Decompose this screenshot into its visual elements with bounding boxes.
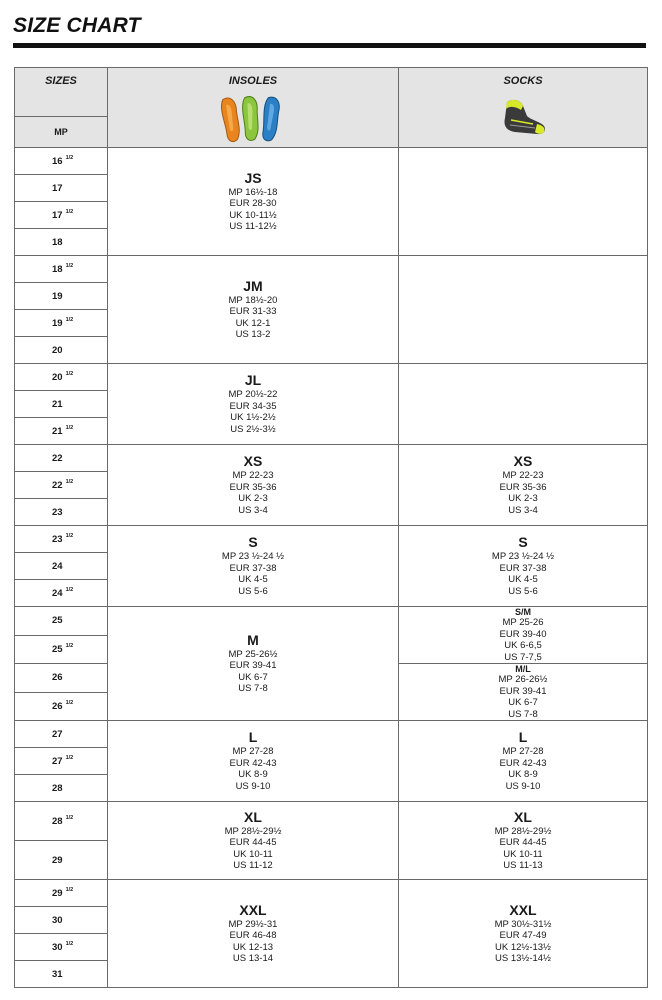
mp-size-cell [15, 148, 108, 175]
mp-size-number: 27 [52, 755, 63, 767]
mp-size-cell [15, 961, 108, 988]
table-row [15, 802, 648, 841]
insole-size-block [108, 880, 399, 988]
size-code: S [518, 534, 528, 550]
size-code: M/L [515, 664, 531, 674]
size-conversion-uk: UK 6-6,5 [504, 640, 542, 651]
half-size-mark: 1/2 [65, 208, 74, 215]
size-conversion-us: US 3-4 [508, 504, 538, 516]
mp-size-number: 27 [52, 728, 63, 740]
size-conversion-uk: UK 10-11 [503, 848, 543, 860]
insole-size-block [108, 445, 399, 526]
size-conversion-us: US 7-8 [508, 708, 538, 720]
size-conversion-us: US 3-4 [238, 504, 268, 516]
size-conversion-mp: MP 28½-29½ [224, 825, 282, 837]
size-conversion-uk: UK 4-5 [238, 574, 268, 585]
insoles-header: INSOLES [108, 68, 399, 148]
size-conversion-eur: EUR 39-41 [499, 685, 547, 697]
size-conversion-uk: UK 8-9 [238, 769, 268, 780]
size-conversion-us: US 13½-14½ [495, 953, 551, 964]
socks-header: SOCKS [399, 68, 648, 148]
size-conversion-mp: MP 20½-22 [228, 389, 278, 400]
size-conversion-us: US 13-2 [235, 329, 271, 340]
size-conversion-us: US 11-12 [233, 860, 273, 871]
sock-size-block [399, 664, 648, 721]
size-conversion-mp: MP 26-26½ [498, 674, 548, 685]
size-conversion-eur: EUR 31-33 [229, 306, 277, 317]
title-divider [13, 43, 646, 48]
half-size-mark: 1/2 [65, 424, 74, 431]
size-conversion-eur: EUR 44-45 [499, 837, 547, 848]
size-conversion-uk: UK 2-3 [238, 493, 268, 504]
size-conversion-eur: EUR 37-38 [229, 562, 277, 574]
mp-size-number: 22 [52, 479, 63, 491]
mp-size-number: 23 [52, 506, 63, 518]
sock-size-block [399, 607, 648, 664]
size-code: JL [244, 372, 262, 388]
sizes-header: SIZES [15, 68, 108, 117]
mp-size-cell [15, 418, 108, 445]
mp-size-number: 30 [52, 941, 63, 953]
size-code: XXL [509, 901, 537, 918]
mp-size-cell [15, 880, 108, 907]
size-conversion-mp: MP 25-26 [502, 617, 544, 628]
size-conversion-eur: EUR 28-30 [229, 198, 277, 209]
size-code: L [518, 729, 528, 745]
size-code: M [247, 631, 259, 648]
mp-size-number: 19 [52, 290, 63, 302]
size-conversion-eur: EUR 39-41 [229, 660, 277, 671]
size-code: XL [244, 808, 262, 825]
size-code: XS [243, 453, 263, 469]
half-size-mark: 1/2 [65, 262, 74, 269]
size-conversion-uk: UK 6-7 [238, 671, 268, 683]
half-size-mark: 1/2 [65, 642, 74, 649]
size-code: JM [243, 277, 263, 294]
mp-size-number: 21 [52, 425, 63, 437]
half-size-mark: 1/2 [65, 940, 74, 947]
mp-size-cell [15, 526, 108, 553]
size-conversion-eur: EUR 44-45 [229, 837, 277, 848]
size-conversion-eur: EUR 35-36 [229, 481, 277, 493]
mp-size-cell [15, 364, 108, 391]
size-conversion-eur: EUR 46-48 [229, 930, 277, 941]
sock-empty-block [399, 364, 648, 445]
size-conversion-uk: UK 12-13 [232, 941, 274, 953]
size-conversion-eur: EUR 34-35 [229, 400, 277, 412]
size-conversion-mp: MP 18½-20 [228, 294, 278, 306]
mp-size-number: 30 [52, 914, 63, 926]
mp-size-cell [15, 580, 108, 607]
size-conversion-mp: MP 23 ½-24 ½ [221, 551, 285, 562]
mp-size-cell [15, 445, 108, 472]
table-row [15, 364, 648, 391]
size-conversion-us: US 7-8 [238, 683, 268, 694]
mp-size-cell [15, 283, 108, 310]
mp-size-number: 18 [52, 263, 63, 275]
half-size-mark: 1/2 [65, 814, 74, 821]
half-size-mark: 1/2 [65, 532, 74, 539]
mp-size-cell [15, 802, 108, 841]
half-size-mark: 1/2 [65, 370, 74, 377]
size-code: XL [514, 808, 532, 825]
half-size-mark: 1/2 [65, 478, 74, 485]
mp-size-number: 24 [52, 587, 63, 599]
size-conversion-uk: UK 10-11 [233, 848, 273, 860]
mp-size-number: 17 [52, 209, 63, 221]
mp-size-cell [15, 748, 108, 775]
half-size-mark: 1/2 [65, 754, 74, 761]
mp-size-number: 16 [52, 155, 63, 167]
page-title: SIZE CHART [13, 14, 141, 37]
table-row [15, 445, 648, 472]
insole-size-block [108, 721, 399, 802]
mp-size-cell [15, 553, 108, 580]
size-conversion-us: US 9-10 [505, 780, 541, 792]
insoles-product-icon [218, 94, 288, 144]
mp-size-number: 28 [52, 815, 63, 827]
mp-size-number: 24 [52, 560, 63, 572]
insole-size-block [108, 802, 399, 880]
mp-size-number: 26 [52, 672, 63, 684]
size-conversion-mp: MP 27-28 [502, 746, 544, 757]
size-conversion-mp: MP 29½-31 [228, 918, 278, 930]
size-conversion-us: US 9-10 [235, 780, 271, 792]
mp-size-cell [15, 841, 108, 880]
size-conversion-uk: UK 4-5 [508, 574, 538, 585]
mp-size-number: 25 [52, 615, 63, 627]
size-conversion-uk: UK 8-9 [508, 769, 538, 780]
insole-size-block [108, 364, 399, 445]
size-conversion-uk: UK 1½-2½ [230, 412, 276, 423]
mp-size-number: 22 [52, 452, 63, 464]
mp-size-cell [15, 472, 108, 499]
mp-size-cell [15, 391, 108, 418]
size-conversion-uk: UK 10-11½ [229, 209, 277, 221]
mp-size-cell [15, 664, 108, 693]
mp-size-number: 29 [52, 887, 63, 899]
mp-size-number: 31 [52, 968, 63, 980]
size-chart-table [14, 67, 648, 988]
sock-size-block [399, 880, 648, 988]
size-conversion-uk: UK 6-7 [508, 697, 538, 708]
mp-size-cell [15, 337, 108, 364]
size-conversion-mp: MP 22-23 [232, 470, 274, 481]
half-size-mark: 1/2 [65, 316, 74, 323]
mp-size-cell [15, 607, 108, 636]
table-row [15, 880, 648, 907]
insole-size-block [108, 256, 399, 364]
size-conversion-us: US 5-6 [238, 585, 268, 597]
mp-size-number: 19 [52, 317, 63, 329]
size-code: S/M [514, 607, 531, 617]
mp-size-cell [15, 229, 108, 256]
mp-size-cell [15, 256, 108, 283]
table-row [15, 256, 648, 283]
half-size-mark: 1/2 [65, 154, 74, 161]
table-row [15, 721, 648, 748]
half-size-mark: 1/2 [65, 586, 74, 593]
sock-empty-block [399, 148, 648, 256]
size-conversion-mp: MP 23 ½-24 ½ [491, 551, 555, 562]
sock-product-icon [497, 94, 549, 138]
table-row [15, 526, 648, 553]
half-size-mark: 1/2 [65, 699, 74, 706]
sock-size-block [399, 802, 648, 880]
size-conversion-mp: MP 27-28 [232, 746, 274, 757]
sock-size-block [399, 526, 648, 607]
size-code: L [248, 729, 258, 745]
size-conversion-us: US 11-13 [503, 860, 543, 871]
header-row [15, 68, 648, 117]
size-conversion-eur: EUR 37-38 [499, 562, 547, 574]
mp-size-number: 21 [52, 398, 63, 410]
size-conversion-us: US 13-14 [232, 953, 274, 964]
mp-size-number: 17 [52, 182, 63, 194]
insole-size-block [108, 607, 399, 721]
sock-size-block [399, 445, 648, 526]
size-conversion-mp: MP 28½-29½ [494, 825, 552, 837]
size-conversion-eur: EUR 42-43 [499, 757, 547, 769]
mp-size-number: 29 [52, 854, 63, 866]
mp-size-cell [15, 775, 108, 802]
insole-size-block [108, 148, 399, 256]
mp-size-cell [15, 692, 108, 721]
mp-size-number: 18 [52, 236, 63, 248]
size-code: S [248, 534, 258, 550]
mp-size-number: 20 [52, 344, 63, 356]
size-conversion-mp: MP 25-26½ [228, 648, 278, 660]
size-conversion-uk: UK 12½-13½ [495, 941, 551, 953]
size-conversion-us: US 11-12½ [229, 221, 277, 232]
sock-empty-block [399, 256, 648, 364]
table-row [15, 607, 648, 636]
size-code: XXL [239, 901, 267, 918]
size-conversion-uk: UK 2-3 [508, 493, 538, 504]
mp-size-cell [15, 175, 108, 202]
size-conversion-eur: EUR 47-49 [499, 930, 547, 941]
size-code: JS [244, 169, 262, 186]
mp-size-cell [15, 310, 108, 337]
sock-size-block [399, 721, 648, 802]
mp-size-number: 23 [52, 533, 63, 545]
size-conversion-uk: UK 12-1 [235, 317, 271, 329]
size-conversion-eur: EUR 35-36 [499, 481, 547, 493]
mp-size-cell [15, 635, 108, 664]
mp-size-number: 25 [52, 643, 63, 655]
mp-size-number: 20 [52, 371, 63, 383]
mp-size-cell [15, 907, 108, 934]
mp-size-cell [15, 202, 108, 229]
size-conversion-us: US 5-6 [508, 585, 538, 597]
mp-header: MP [15, 117, 108, 148]
size-conversion-mp: MP 22-23 [502, 470, 544, 481]
mp-size-number: 26 [52, 700, 63, 712]
size-code: XS [513, 453, 533, 469]
size-conversion-eur: EUR 39-40 [499, 628, 547, 640]
mp-size-cell [15, 934, 108, 961]
size-conversion-mp: MP 30½-31½ [494, 918, 552, 930]
mp-size-number: 28 [52, 782, 63, 794]
mp-size-cell [15, 499, 108, 526]
table-row [15, 148, 648, 175]
insole-size-block [108, 526, 399, 607]
size-conversion-mp: MP 16½-18 [228, 186, 278, 198]
size-conversion-us: US 2½-3½ [230, 423, 276, 435]
half-size-mark: 1/2 [65, 886, 74, 893]
mp-size-cell [15, 721, 108, 748]
size-conversion-us: US 7-7,5 [504, 651, 542, 663]
size-conversion-eur: EUR 42-43 [229, 757, 277, 769]
